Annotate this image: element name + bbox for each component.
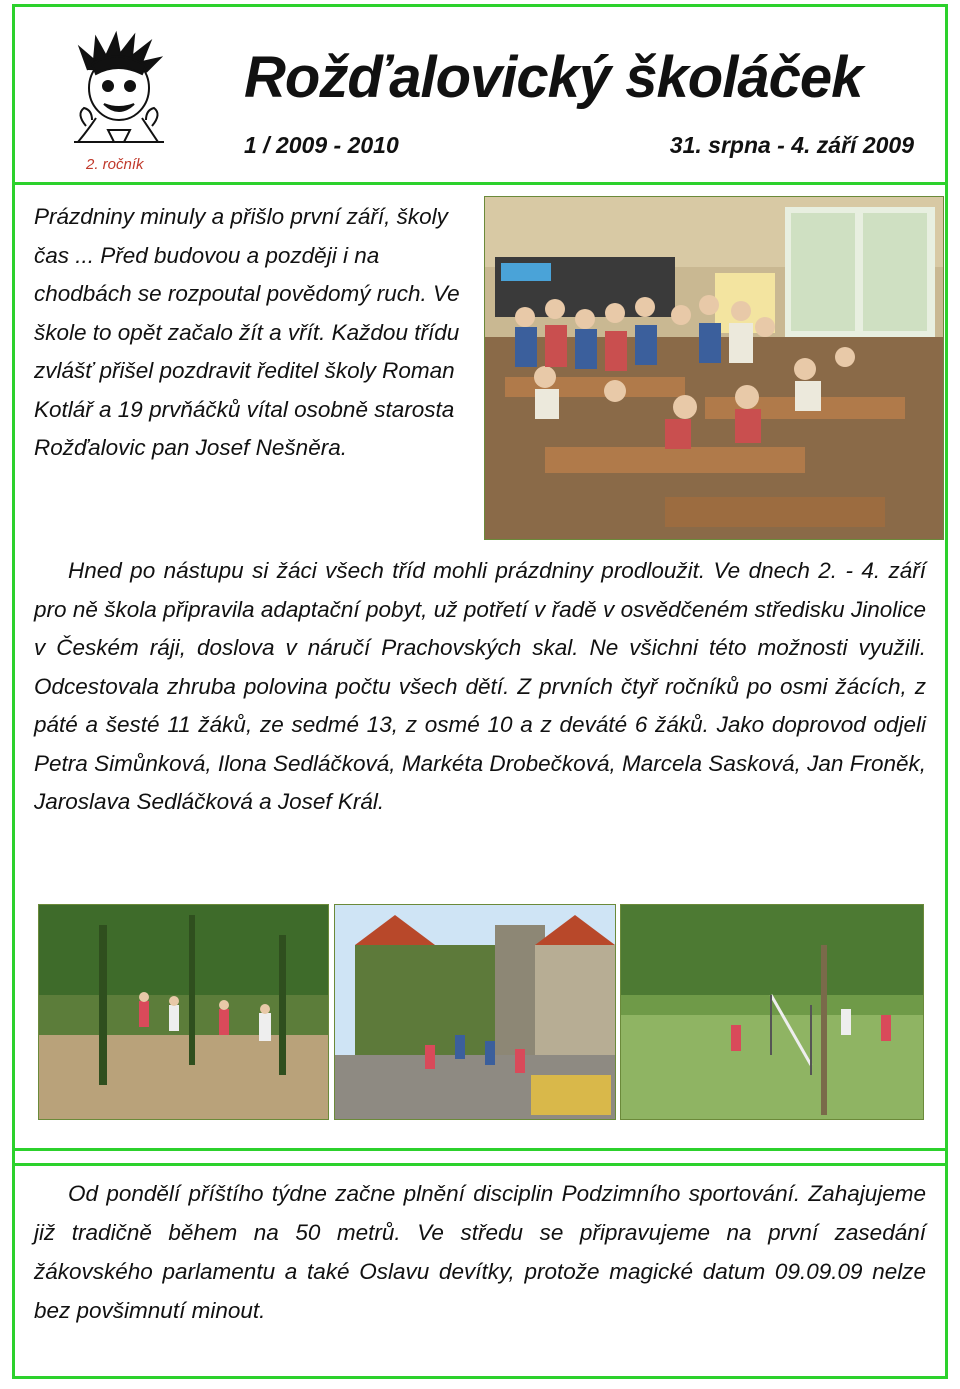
header-divider xyxy=(12,182,948,185)
grade-label: 2. ročník xyxy=(86,156,144,173)
forest-photo xyxy=(38,904,329,1120)
issue-number: 1 / 2009 - 2010 xyxy=(244,132,399,158)
newsletter-title: Rožďalovický školáček xyxy=(244,45,863,110)
closing-text xyxy=(34,1174,926,1330)
body-text xyxy=(34,552,926,822)
boy-mascot-icon xyxy=(58,30,180,150)
intro-paragraph: Prázdniny minuly a přišlo první září, školy čas ... Před budovou a později i na chodbách se rozpoutal povědomý ruch. Ve škole to opět začalo žít a vřít. Každou třídu zvlášť přišel pozdravit ředitel školy Roman Kotlář a 19 prvňáčků vítal osobně starosta Rožďalovic pan Josef Nešněra. xyxy=(34,204,460,460)
castle-photo xyxy=(334,904,616,1120)
body-paragraph: Hned po nástupu si žáci všech tříd mohli prázdniny prodloužit. Ve dnech 2. - 4. září pro ně škola připravila adaptační pobyt, už potřetí v řadě v osvědčeném středisku Jinolice v Českém ráji, doslova v náručí Prachovských skal. Ne všichni této možnosti využili. Odcestovala zhruba polovina počtu všech dětí. Z prvních čtyř ročníků po osmi žácích, z páté a šesté 11 žáků, ze sedmé 13, z osmé 10 a z deváté 6 žáků. Jako doprovod odjeli Petra Simůnková, Ilona Sedláčková, Markéta Drobečková, Marcela Sasková, Jan Froněk, Jaroslava Sedláčková a Josef Král. xyxy=(34,558,926,814)
closing-paragraph: Od pondělí příštího týdne začne plnění disciplin Podzimního sportování. Zahajujeme již tradičně během na 50 metrů. Ve středu se připravujeme na první zasedání žákovského parlamentu a také Oslavu devítky, protože magické datum 09.09.09 nelze bez povšimnutí minout. xyxy=(34,1181,926,1323)
classroom-photo xyxy=(484,196,944,540)
volleyball-photo xyxy=(620,904,924,1120)
issue-dates: 31. srpna - 4. září 2009 xyxy=(669,132,914,158)
intro-text xyxy=(34,198,474,468)
